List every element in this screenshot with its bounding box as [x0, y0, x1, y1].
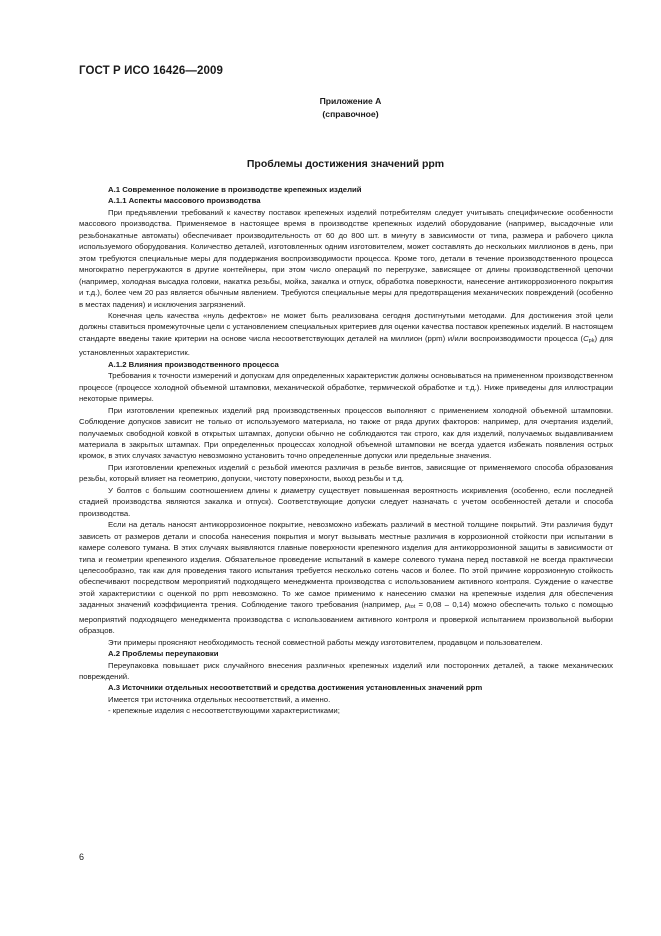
paragraph — [79, 519, 613, 637]
paragraph-text: ) для установленных характеристик. — [79, 333, 613, 358]
annex-label: Приложение А — [319, 96, 382, 106]
section-heading-a2: А.2 Проблемы переупаковки — [108, 649, 219, 659]
paragraph: При изготовлении крепежных изделий ряд производственных процессов выполняют с применением холодной объемной штамповки. Соблюдение допусков зависит не только от используемого материала, но также от ряда других факторов: например, для очертания изделий, получаемых свободной ковкой в открытых штампах, допуски обычно не соблюдаются так строго, как для изделий, получаемых выдавливанием материала в закрытых штампах. При определенных процессах холодной объемной штамповки не всегда удается избежать появления острых кромок, в этих случаях зачастую невозможно установить точно определенные допуски или предельные значения. — [79, 405, 613, 461]
section-heading-a3: А.3 Источники отдельных несоответствий и средства достижения установленных значений ppm — [108, 683, 483, 693]
standard-header: ГОСТ Р ИСО 16426—2009 — [79, 65, 224, 77]
list-item: - крепежные изделия с несоответствующими характеристиками; — [108, 706, 340, 716]
paragraph: Требования к точности измерений и допускам для определенных характеристик должны основываться на примененном производственном процессе (процессе холодной объемной штамповки, механической обработке, термической обработке и т.д.). Ниже приведены для иллюстрации некоторые примеры. — [79, 371, 613, 404]
paragraph: Имеется три источника отдельных несоответствий, а именно. — [108, 694, 331, 704]
mu-subscript: tot — [409, 604, 416, 611]
paragraph: При изготовлении крепежных изделий с резьбой имеются различия в резьбе винтов, зависящие от применяемого способа образования резьбы, который влияет на геометрию, допуски, чистоту поверхности, выход резьбы и т.д. — [79, 462, 613, 484]
paragraph: Эти примеры проясняют необходимость тесной совместной работы между изготовителем, продавцом и пользователем. — [108, 637, 543, 647]
paragraph: У болтов с большим соотношением длины к диаметру существует повышенная вероятность искривления (особенно, если последней стадией производства являются закалка и отпуск). Соответствующие допуски следует назначать с учетом особенностей детали и способа производства. — [79, 485, 613, 518]
paragraph — [79, 310, 613, 359]
paragraph-text: Если на деталь наносят антикоррозионное покрытие, невозможно избежать различий в местной толщине покрытий. Эти различия будут зависеть от размеров детали и способа нанесения покрытия и могут вызывать местные различия в коррозионной стойкости при испытании в камере солевого тумана. В этих случаях выявляются главные поверхности крепежного изделия для антикоррозионной защиты в зависимости от типа и геометрии крепежного изделия. Обязательное проведение испытаний в камере солевого тумана перед поставкой не всегда практически целесообразно, так как для проведения такого испытания требуется несколько сотень часов и более. По этой причине коррозионную стойкость обеспечивают посредством мероприятий подходящего менеджмента производства с использованием активного контроля. Суждение о качестве этой характеристики с оценкой по ppm невозможно. То же самое применимо к нанесению смазки на крепежные изделия для обеспечения заданных значений коэффициента трения. Соблюдение такого требования (например, — [79, 520, 613, 610]
paragraph: При предъявлении требований к качеству поставок крепежных изделий потребителям следует учитывать специфические особенности массового производства. Применяемое в настоящее время в производстве крепежных изделий оборудование (например, высадочные или резьбонакатные автоматы) обеспечивает производительность от 60 до 800 шт. в минуту в зависимости от типа, размера и рабочего цикла используемого оборудования. Количество деталей, изготовленных одним изготовителем, может составлять до нескольких миллионов в день, при этом требуются специальные меры для поддержания воспроизводимости процесса. Кроме того, детали в течение производственного процесса многократно перегружаются в другие контейнеры, при этом число операций по перегрузке, зависящее от длины производственной цепочки (например, холодная высадка головки, накатка резьбы, мойка, закалка и отпуск, обработка поверхности, нанесение антикоррозионного покрытия и т.д.), более чем 20 раз является обычным явлением. Требуются специальные меры для предотвращения механических повреждений (особенно в местах падения) и исключения загрязнений. — [79, 207, 613, 309]
annex-type: (справочное) — [322, 109, 379, 119]
section-heading-a12: А.1.2 Влияния производственного процесса — [108, 359, 279, 369]
paragraph: Переупаковка повышает риск случайного внесения различных крепежных изделий или посторонних деталей, а также механических повреждений. — [79, 660, 613, 682]
page-number: 6 — [79, 852, 85, 862]
cpk-subscript: pk — [588, 337, 595, 344]
section-heading-a11: А.1.1 Аспекты массового производства — [108, 196, 261, 206]
annex-title: Проблемы достижения значений ppm — [246, 158, 445, 170]
paragraph-text: Конечная цель качества «нуль дефектов» не может быть реализована сегодня достигнутыми методами. Для достижения этой цели должны ставиться промежуточные цели с установлением специальных критериев для оценки качества поставок крепежных изделий. В настоящем стандарте введены такие критерии на основе числа несоответствующих деталей на миллион (ppm) и/или воспроизводимости процесса ( — [79, 310, 613, 343]
section-heading-a1: А.1 Современное положение в производстве крепежных изделий — [108, 185, 362, 194]
cpk-symbol: C — [583, 333, 589, 343]
paragraph-text: = 0,08 – 0,14) можно обеспечить только с помощью мероприятий подходящего менеджмента производства с использованием активного контроля и проверкой испытанием произвольной выборки образцов. — [79, 600, 613, 636]
mu-symbol: μ — [404, 600, 410, 610]
document-body — [79, 184, 613, 717]
